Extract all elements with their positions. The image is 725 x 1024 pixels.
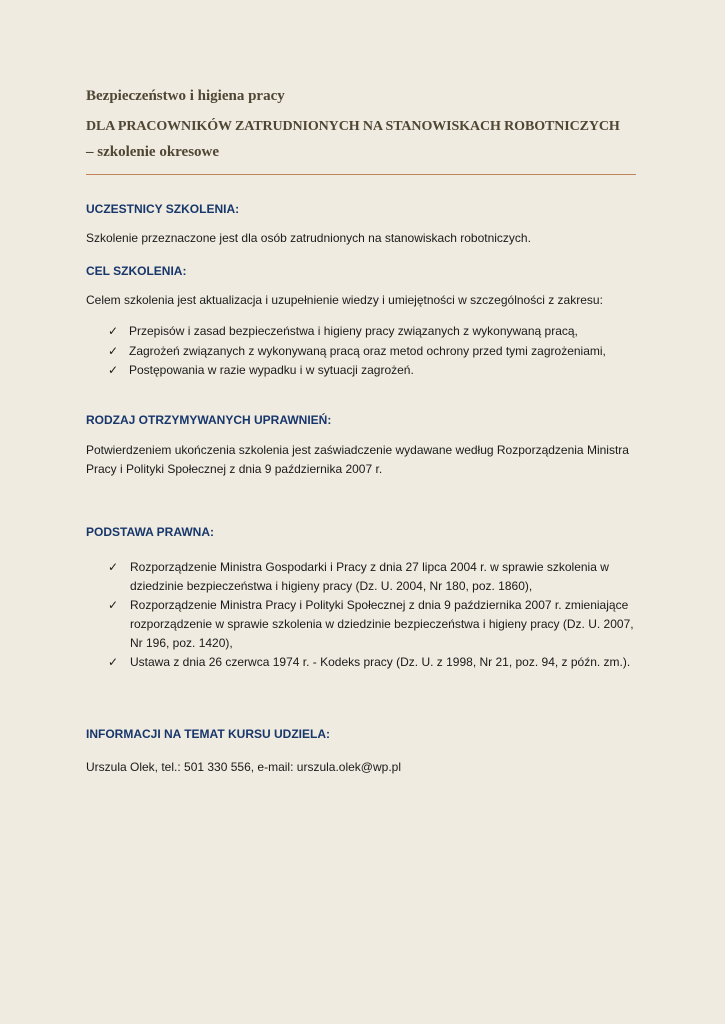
check-icon: ✓ — [108, 560, 119, 574]
document-title — [86, 86, 646, 162]
participants-heading: UCZESTNICY SZKOLENIA: — [86, 202, 240, 216]
title-divider — [86, 174, 636, 175]
legal-item-text: Ustawa z dnia 26 czerwca 1974 r. - Kodeks pracy (Dz. U. z 1998, Nr 21, poz. 94, z późn. zm.). — [130, 655, 631, 669]
list-item — [108, 558, 648, 596]
check-icon: ✓ — [108, 324, 119, 338]
participants-text: Szkolenie przeznaczone jest dla osób zatrudnionych na stanowiskach robotniczych. — [86, 231, 531, 245]
legal-basis-list — [108, 558, 648, 672]
contact-heading: INFORMACJI NA TEMAT KURSU UDZIELA: — [86, 727, 330, 741]
goal-intro: Celem szkolenia jest aktualizacja i uzupełnienie wiedzy i umiejętności w szczególności z zakresu: — [86, 293, 603, 307]
goal-item-text: Zagrożeń związanych z wykonywaną pracą oraz metod ochrony przed tymi zagrożeniami, — [129, 343, 606, 358]
entitlements-heading: RODZAJ OTRZYMYWANYCH UPRAWNIEŃ: — [86, 413, 332, 427]
goal-heading: CEL SZKOLENIA: — [86, 264, 187, 278]
title-line-2: DLA PRACOWNIKÓW ZATRUDNIONYCH NA STANOWISKACH ROBOTNICZYCH — [86, 119, 620, 134]
check-icon: ✓ — [108, 343, 119, 358]
legal-item-text: Rozporządzenie Ministra Gospodarki i Pracy z dnia 27 lipca 2004 r. w sprawie szkolenia w dziedzinie bezpieczeństwa i higieny pracy (Dz. U. 2004, Nr 180, poz. 1860), — [130, 560, 609, 593]
title-line-3: – szkolenie okresowe — [86, 144, 220, 160]
check-icon: ✓ — [108, 655, 119, 669]
list-item — [108, 653, 648, 672]
check-icon: ✓ — [108, 598, 119, 612]
check-icon: ✓ — [108, 363, 119, 377]
list-item — [108, 596, 648, 653]
list-item — [108, 342, 648, 362]
contact-text: Urszula Olek, tel.: 501 330 556, e-mail: urszula.olek@wp.pl — [86, 760, 401, 774]
legal-item-text: Rozporządzenie Ministra Pracy i Polityki Społecznej z dnia 9 października 2007 r. zmieniające rozporządzenie w sprawie szkolenia w dziedzinie bezpieczeństwa i higieny pracy (Dz. U. 2007, Nr 196, poz. 1420), — [130, 598, 634, 650]
entitlements-text: Potwierdzeniem ukończenia szkolenia jest zaświadczenie wydawane według Rozporządzenia Ministra Pracy i Polityki Społecznej z dnia 9 października 2007 r. — [86, 443, 629, 476]
list-item — [108, 361, 648, 381]
list-item — [108, 322, 648, 342]
title-line-1: Bezpieczeństwo i higiena pracy — [86, 88, 285, 104]
legal-basis-heading: PODSTAWA PRAWNA: — [86, 525, 214, 539]
goal-list — [108, 322, 648, 381]
goal-item-text: Przepisów i zasad bezpieczeństwa i higieny pracy związanych z wykonywaną pracą, — [129, 324, 578, 338]
goal-item-text: Postępowania w razie wypadku i w sytuacji zagrożeń. — [129, 363, 414, 377]
